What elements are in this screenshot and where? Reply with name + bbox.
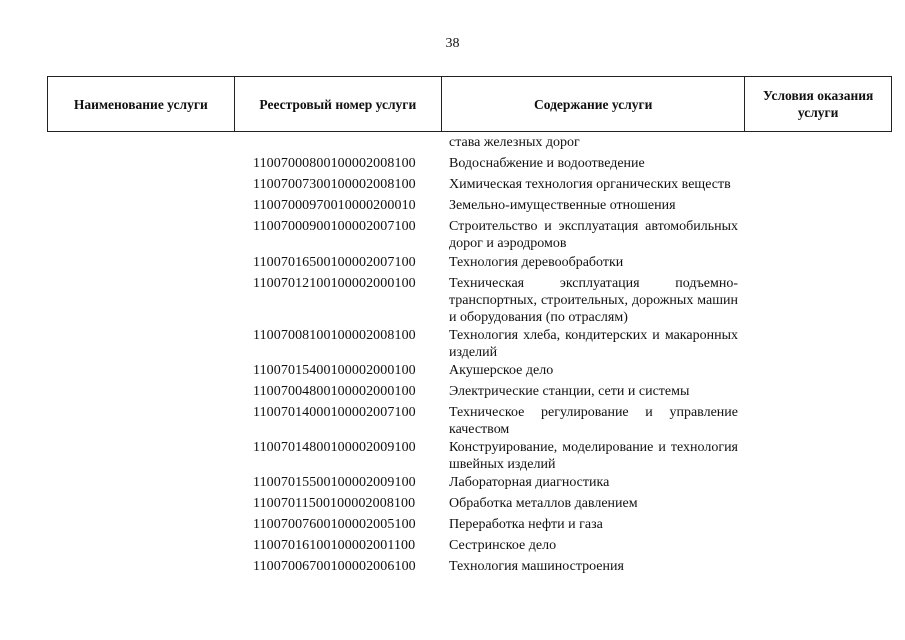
service-content: Технология хлеба, кондитерских и макаронных изделий [449,328,738,360]
registry-number: 11007015500100002009100 [253,475,416,490]
table-row [0,439,905,473]
registry-number: 11007016100100002001100 [253,538,416,553]
service-content: Химическая технология органических веществ [449,177,731,192]
table-row [0,558,905,575]
service-content: Техническое регулирование и управление качеством [449,405,738,437]
table-row [0,495,905,512]
registry-number: 11007000900100002007100 [253,219,416,234]
registry-number: 11007014800100002009100 [253,440,416,455]
service-content: Лабораторная диагностика [449,475,610,490]
service-content: Технология деревообработки [449,255,624,270]
service-content: Акушерское дело [449,363,554,378]
service-content: Обработка металлов давлением [449,496,638,511]
service-content: Техническая эксплуатация подъемно-транспортных, строительных, дорожных машин и оборудования (по отраслям) [449,276,738,325]
table-row [0,404,905,438]
registry-number: 11007000800100002008100 [253,156,416,171]
header-registry-number: Реестровый номер услуги [235,77,443,131]
registry-number: 11007011500100002008100 [253,496,416,511]
service-content: Земельно-имущественные отношения [449,198,676,213]
service-content: Конструирование, моделирование и технология швейных изделий [449,440,738,472]
service-content: Водоснабжение и водоотведение [449,156,645,171]
registry-number: 11007007600100002005100 [253,517,416,532]
service-content: Технология машиностроения [449,559,624,574]
table-row [0,197,905,214]
page-number: 38 [445,36,460,51]
table-body [0,134,905,575]
registry-number: 11007016500100002007100 [253,255,416,270]
table-row [0,516,905,533]
table-row [0,176,905,193]
table-row [0,362,905,379]
registry-number: 11007000970010000200010 [253,198,416,213]
registry-number: 11007015400100002000100 [253,363,416,378]
service-content: Сестринское дело [449,538,557,553]
table-header [47,76,892,132]
table-row [0,275,905,326]
table-row [0,383,905,400]
table-row [0,474,905,491]
service-content: става железных дорог [449,135,580,150]
table-row [0,537,905,554]
table-row [0,254,905,271]
registry-number: 11007006700100002006100 [253,559,416,574]
table-row [0,155,905,172]
registry-number: 11007014000100002007100 [253,405,416,420]
registry-number: 11007004800100002000100 [253,384,416,399]
header-service-name: Наименование услуги [48,77,235,131]
service-content: Электрические станции, сети и системы [449,384,690,399]
table-row [0,327,905,361]
service-content: Переработка нефти и газа [449,517,603,532]
registry-number: 11007012100100002000100 [253,276,416,291]
registry-number: 11007008100100002008100 [253,328,416,343]
table-row [0,134,905,151]
service-content: Строительство и эксплуатация автомобильных дорог и аэродромов [449,219,738,251]
registry-number: 11007007300100002008100 [253,177,416,192]
table-row [0,218,905,252]
header-service-conditions: Условия оказания услуги [763,88,874,120]
header-service-content: Содержание услуги [442,77,745,131]
registry-number [0,134,442,151]
